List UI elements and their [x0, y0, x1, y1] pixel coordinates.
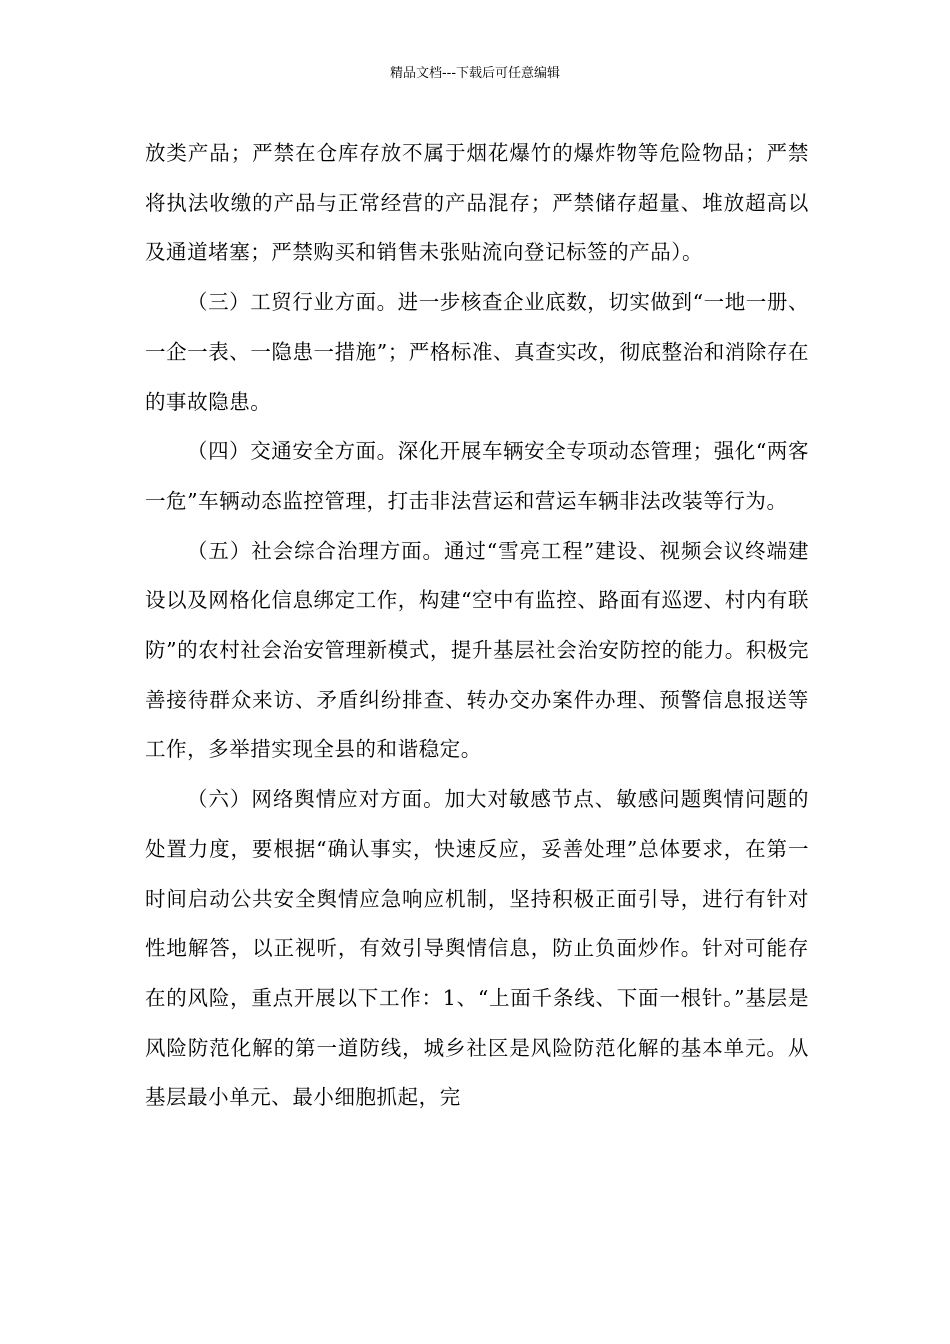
page-header: 精品文档---下载后可任意编辑: [389, 66, 561, 81]
paragraph-social-governance: （五）社会综合治理方面。通过“雪亮工程”建设、视频会议终端建设以及网格化信息绑定工作，构建“空中有监控、路面有巡逻、村内有联防”的农村社会治安管理新模式，提升基层社会治安防控的能力。积极完善接待群众来访、矛盾纠纷排查、转办交办案件办理、预警信息报送等工作，多举措实现全县的和谐稳定。: [145, 538, 809, 762]
paragraph-continuation: 放类产品；严禁在仓库存放不属于烟花爆竹的爆炸物等危险物品；严禁将执法收缴的产品与正常经营的产品混存；严禁储存超量、堆放超高以及通道堵塞；严禁购买和销售未张贴流向登记标签的产品）。: [145, 141, 809, 265]
paragraph-online-public-opinion: （六）网络舆情应对方面。加大对敏感节点、敏感问题舆情问题的处置力度，要根据“确认事实，快速反应，妥善处理”总体要求，在第一时间启动公共安全舆情应急响应机制，坚持积极正面引导，进行有针对性地解答，以正视听，有效引导舆情信息，防止负面炒作。针对可能存在的风险，重点开展以下工作：1、“上面千条线、下面一根针。”基层是风险防范化解的第一道防线，城乡社区是风险防范化解的基本单元。从基层最小单元、最小细胞抓起，完: [145, 787, 809, 1110]
paragraph-industry-trade: （三）工贸行业方面。进一步核查企业底数，切实做到“一地一册、一企一表、一隐患一措施”；严格标准、真查实改，彻底整治和消除存在的事故隐患。: [145, 290, 809, 414]
paragraph-traffic-safety: （四）交通安全方面。深化开展车辆安全专项动态管理；强化“两客一危”车辆动态监控管理，打击非法营运和营运车辆非法改装等行为。: [145, 439, 809, 513]
document-body: [145, 129, 809, 1123]
